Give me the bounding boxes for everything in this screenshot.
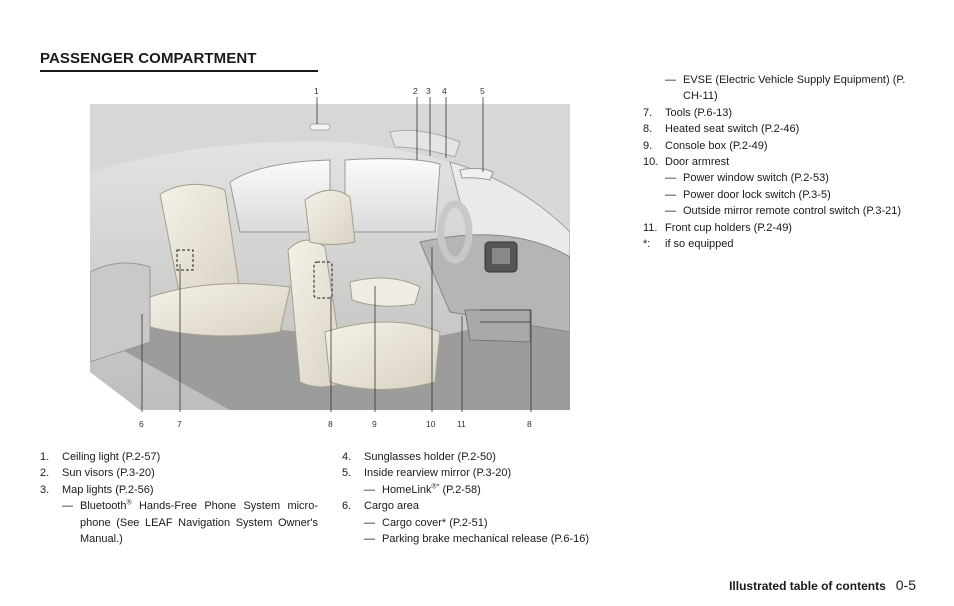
legend-list-right [643, 72, 921, 252]
list-subitem: — Outside mirror remote control switch (P.3-21) [665, 203, 921, 219]
list-item: 6. Cargo area — Cargo cover* (P.2-51) — Parking brake mechanical release (P.6-16) [342, 498, 612, 547]
callout-6: 6 [139, 419, 144, 429]
list-item: 11. Front cup holders (P.2-49) [643, 221, 792, 234]
list-item [643, 72, 921, 105]
page-number: 0-5 [895, 577, 916, 593]
list-item: 2. Sun visors (P.3-20) [40, 467, 155, 480]
compartment-drawing [90, 82, 570, 434]
list-item: 1. Ceiling light (P.2-57) [40, 451, 161, 463]
callout-11: 11 [457, 419, 466, 429]
callout-1: 1 [314, 86, 319, 96]
list-item: 10. Door armrest — Power window switch (P.2-53) — Power door lock switch (P.3-5) — Outside mirror remote control switch (P.3-21) [643, 154, 921, 220]
list-item: 4. Sunglasses holder (P.2-50) [342, 451, 496, 463]
callout-8a: 8 [328, 419, 333, 429]
callout-7: 7 [177, 419, 182, 429]
legend-list-middle [342, 449, 612, 547]
footer-section-title: Illustrated table of contents [729, 579, 886, 593]
page-footer [729, 577, 916, 593]
list-subitem: — Bluetooth® Hands-Free Phone System micro-phone (See LEAF Navigation System Owner's Manual.) [62, 498, 318, 547]
list-subitem: — HomeLink®* (P.2-58) [364, 482, 612, 498]
list-subitem: — Power door lock switch (P.3-5) [665, 187, 921, 203]
callout-8b: 8 [527, 419, 532, 429]
list-item: 5. Inside rearview mirror (P.3-20) — HomeLink®* (P.2-58) [342, 465, 612, 498]
list-subitem: — EVSE (Electric Vehicle Supply Equipment) (P. CH-11) [665, 72, 921, 105]
compartment-illustration [90, 82, 570, 434]
callout-9: 9 [372, 419, 377, 429]
list-item: 7. Tools (P.6-13) [643, 106, 733, 119]
callout-3: 3 [426, 86, 431, 96]
callout-5: 5 [480, 86, 485, 96]
list-item: 9. Console box (P.2-49) [643, 139, 768, 152]
list-item: 3. Map lights (P.2-56) — Bluetooth® Hands-Free Phone System micro-phone (See LEAF Navigation System Owner's Manual.) [40, 482, 318, 548]
list-subitem: — Power window switch (P.2-53) [665, 170, 921, 186]
list-subitem: — Parking brake mechanical release (P.6-16) [364, 531, 612, 547]
legend-list-left [40, 449, 318, 547]
list-item: *: if so equipped [643, 238, 734, 251]
title-underline [40, 70, 318, 72]
list-subitem: — Cargo cover* (P.2-51) [364, 515, 612, 531]
list-item: 8. Heated seat switch (P.2-46) [643, 123, 800, 136]
callout-10: 10 [426, 419, 436, 429]
callout-2: 2 [413, 86, 418, 96]
page-title: PASSENGER COMPARTMENT [40, 50, 257, 67]
callout-4: 4 [442, 86, 447, 96]
